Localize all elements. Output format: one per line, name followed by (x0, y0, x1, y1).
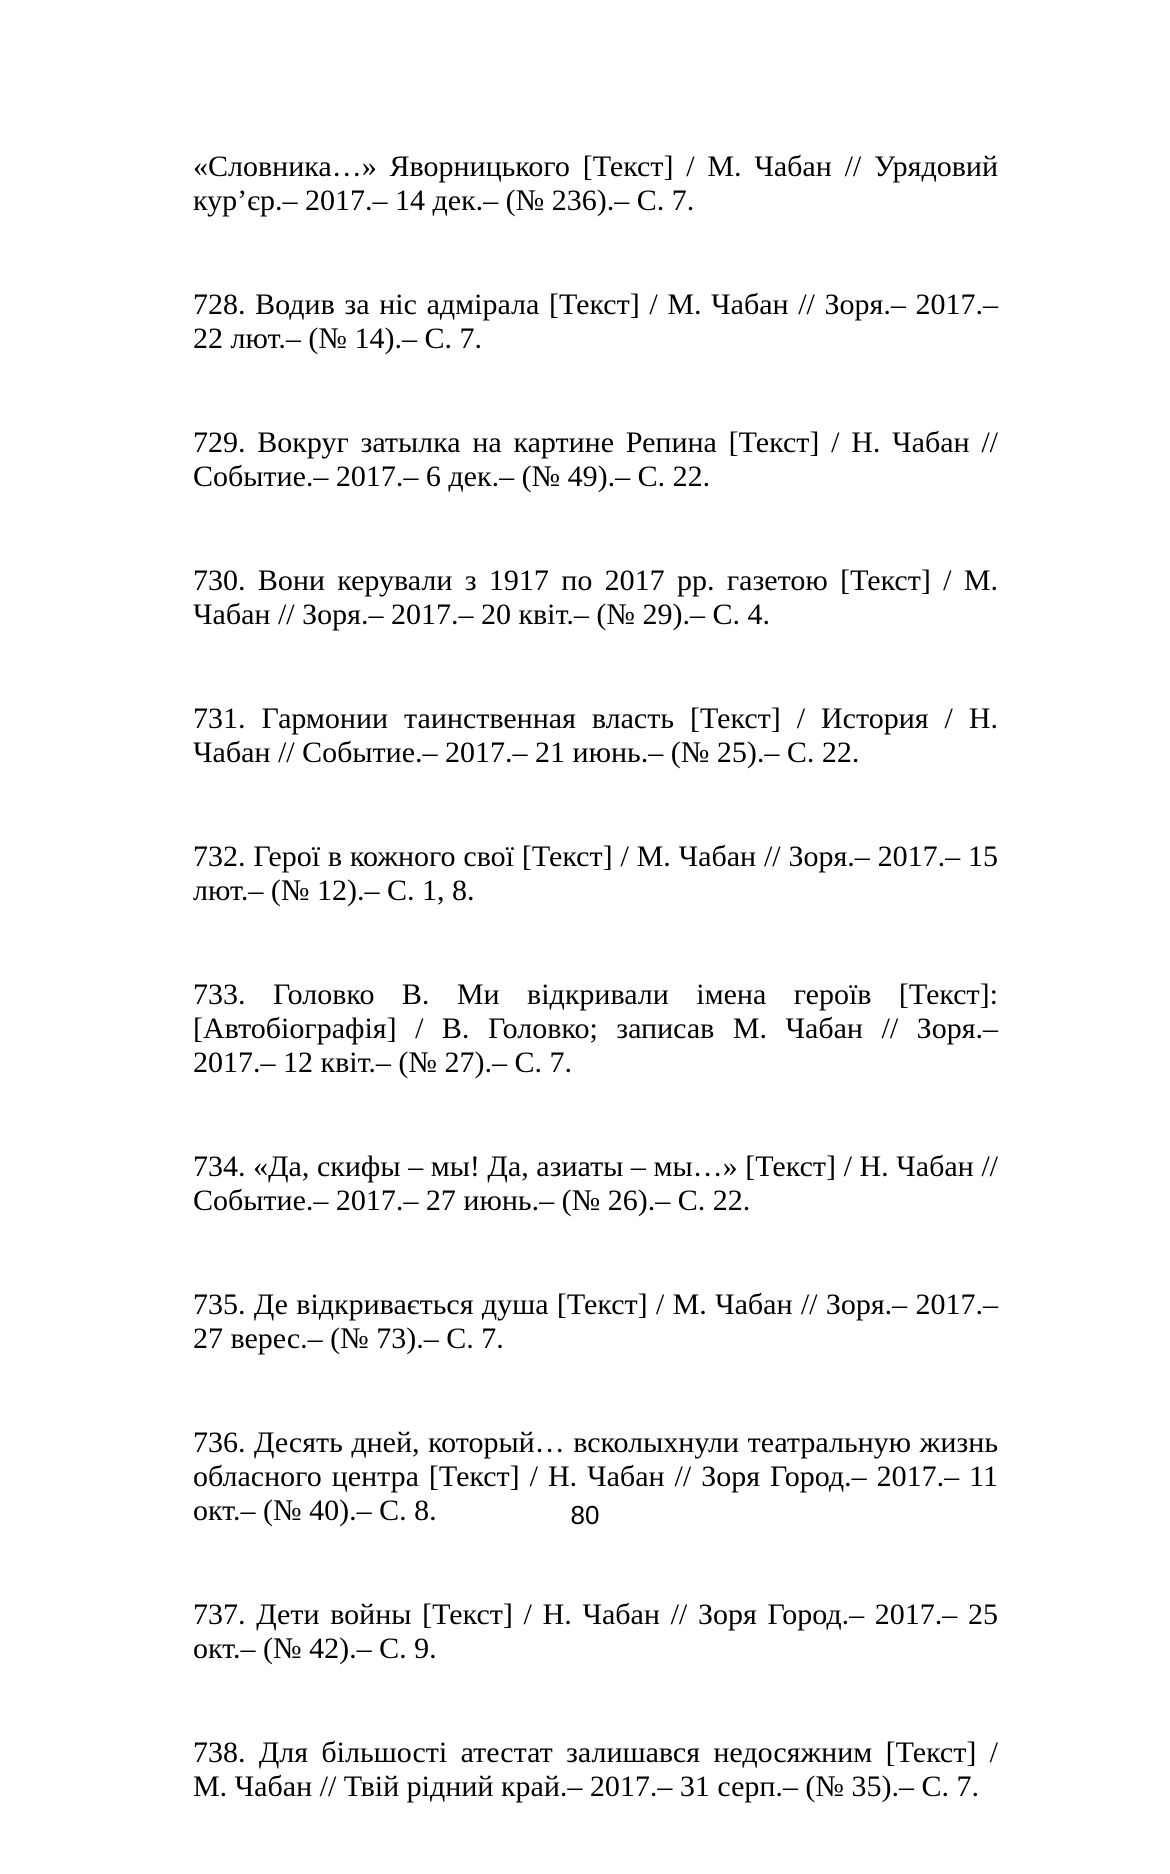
page-number: 80 (570, 1500, 600, 1530)
bibliography-entry-734: 734. «Да, скифы – мы! Да, азиаты – мы…» [Текст] / Н. Чабан // Событие.– 2017.– 27 июнь.– (№ 26).– С. 22. (193, 1150, 998, 1217)
bibliography-entry-729: 729. Вокруг затылка на картине Репина [Текст] / Н. Чабан // Событие.– 2017.– 6 дек.– (№ 49).– С. 22. (193, 426, 998, 493)
bibliography-entry-733: 733. Головко В. Ми відкривали імена героїв [Текст]: [Автобіографія] / В. Головко; записав М. Чабан // Зоря.– 2017.– 12 квіт.– (№ 27).– С. 7. (193, 978, 998, 1079)
bibliography-entry-737: 737. Дети войны [Текст] / Н. Чабан // Зоря Город.– 2017.– 25 окт.– (№ 42).– С. 9. (193, 1598, 998, 1665)
bibliography-entry-730: 730. Вони керували з 1917 по 2017 рр. газетою [Текст] / М. Чабан // Зоря.– 2017.– 20 квіт.– (№ 29).– С. 4. (193, 564, 998, 631)
bibliography-entry-732: 732. Герої в кожного свої [Текст] / М. Чабан // Зоря.– 2017.– 15 лют.– (№ 12).– С. 1, 8. (193, 840, 998, 907)
bibliography-list (193, 150, 998, 1874)
bibliography-entry-738: 738. Для більшості атестат залишався недосяжним [Текст] / М. Чабан // Твій рідний край.– 2017.– 31 серп.– (№ 35).– С. 7. (193, 1736, 998, 1803)
bibliography-entry-731: 731. Гармонии таинственная власть [Текст] / История / Н. Чабан // Событие.– 2017.– 21 июнь.– (№ 25).– С. 22. (193, 702, 998, 769)
bibliography-entry-736: 736. Десять дней, который… всколыхнули театральную жизнь обласного центра [Текст] / Н. Чабан // Зоря Город.– 2017.– 11 окт.– (№ 40).– С. 8. (193, 1426, 998, 1527)
bibliography-entry-728: 728. Водив за ніс адмірала [Текст] / М. Чабан // Зоря.– 2017.– 22 лют.– (№ 14).– С. 7. (193, 288, 998, 355)
bibliography-entry-735: 735. Де відкривається душа [Текст] / М. Чабан // Зоря.– 2017.– 27 верес.– (№ 73).– С. 7. (193, 1288, 998, 1355)
bibliography-entry-continued: «Словника…» Яворницького [Текст] / М. Чабан // Урядовий кур’єр.– 2017.– 14 дек.– (№ 236).– С. 7. (193, 150, 998, 217)
